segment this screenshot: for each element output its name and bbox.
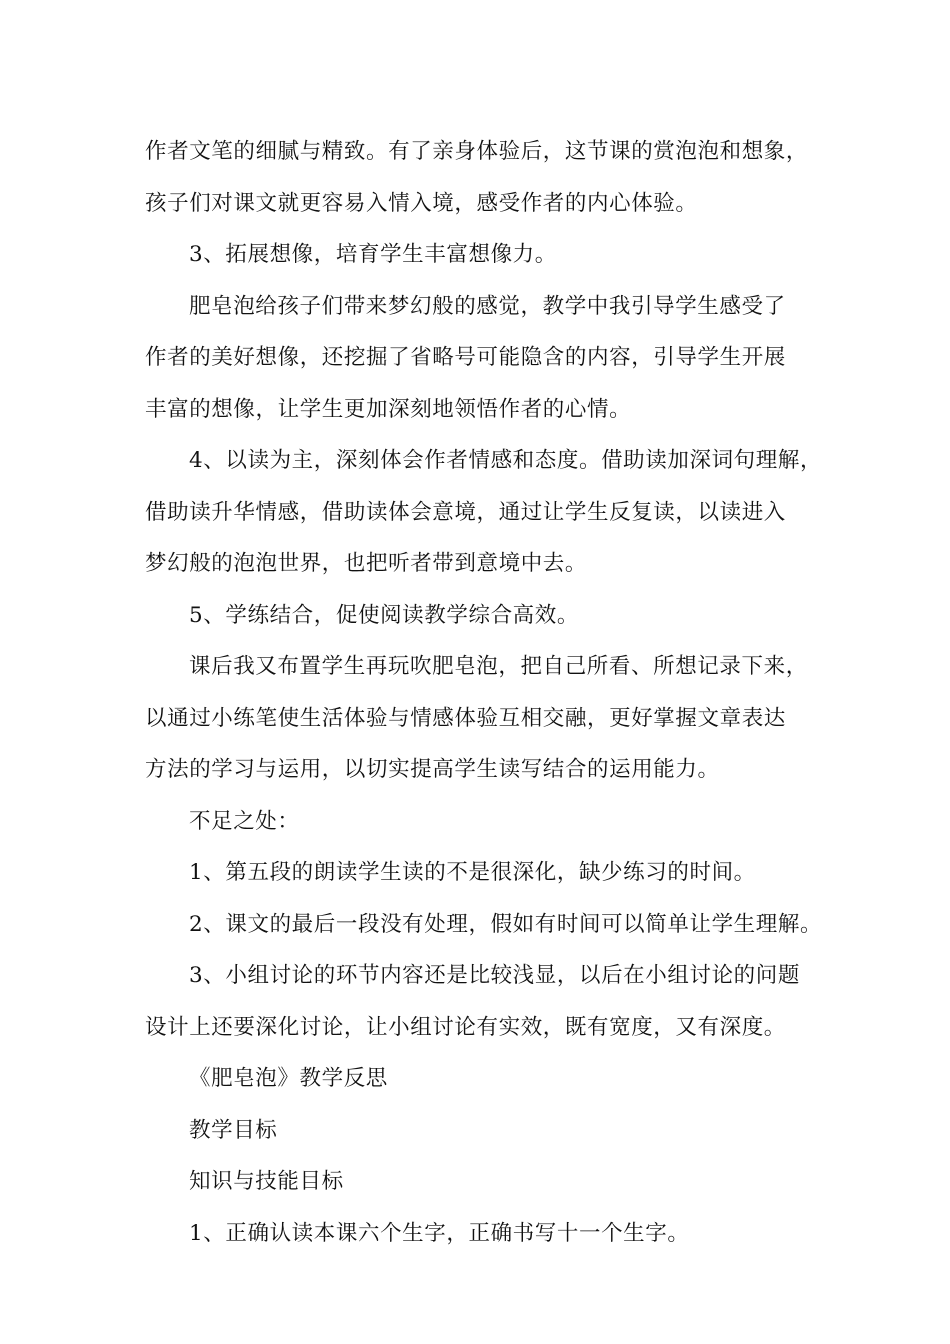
- text-line: 3、小组讨论的环节内容还是比较浅显，以后在小组讨论的问题: [189, 963, 800, 988]
- text-line: 课后我又布置学生再玩吹肥皂泡，把自己所看、所想记录下来，: [189, 654, 808, 679]
- text-line: 3、拓展想像，培育学生丰富想像力。: [189, 242, 557, 267]
- text-line: 4、以读为主，深刻体会作者情感和态度。借助读加深词句理解，: [189, 448, 823, 473]
- text-line: 1、正确认读本课六个生字，正确书写十一个生字。: [189, 1220, 690, 1246]
- text-line: 1、第五段的朗读学生读的不是很深化，缺少练习的时间。: [189, 860, 756, 885]
- document-title: 《肥皂泡》教学反思: [189, 1066, 388, 1091]
- text-line: 2、课文的最后一段没有处理，假如有时间可以简单让学生理解。: [189, 911, 823, 937]
- text-line: 借助读升华情感，借助读体会意境，通过让学生反复读，以读进入: [145, 499, 786, 525]
- text-line: 5、学练结合，促使阅读教学综合高效。: [189, 602, 579, 628]
- text-line: 以通过小练笔使生活体验与情感体验互相交融，更好掌握文章表达: [145, 705, 786, 731]
- text-line: 作者的美好想像，还挖掘了省略号可能隐含的内容，引导学生开展: [145, 345, 786, 370]
- text-line: 肥皂泡给孩子们带来梦幻般的感觉，教学中我引导学生感受了: [189, 293, 786, 319]
- text-line: 设计上还要深化讨论，让小组讨论有实效，既有宽度，又有深度。: [145, 1014, 786, 1040]
- section-heading: 不足之处：: [189, 808, 300, 834]
- text-line: 丰富的想像，让学生更加深刻地领悟作者的心情。: [145, 396, 632, 422]
- text-line: 梦幻般的泡泡世界，也把听者带到意境中去。: [145, 551, 588, 576]
- document-body: [145, 126, 825, 1259]
- section-heading: 知识与技能目标: [189, 1169, 344, 1194]
- section-heading: 教学目标: [189, 1117, 278, 1143]
- text-line: 孩子们对课文就更容易入情入境，感受作者的内心体验。: [145, 190, 698, 216]
- text-line: 作者文笔的细腻与精致。有了亲身体验后，这节课的赏泡泡和想象，: [145, 139, 809, 164]
- text-line: 方法的学习与运用，以切实提高学生读写结合的运用能力。: [145, 757, 720, 782]
